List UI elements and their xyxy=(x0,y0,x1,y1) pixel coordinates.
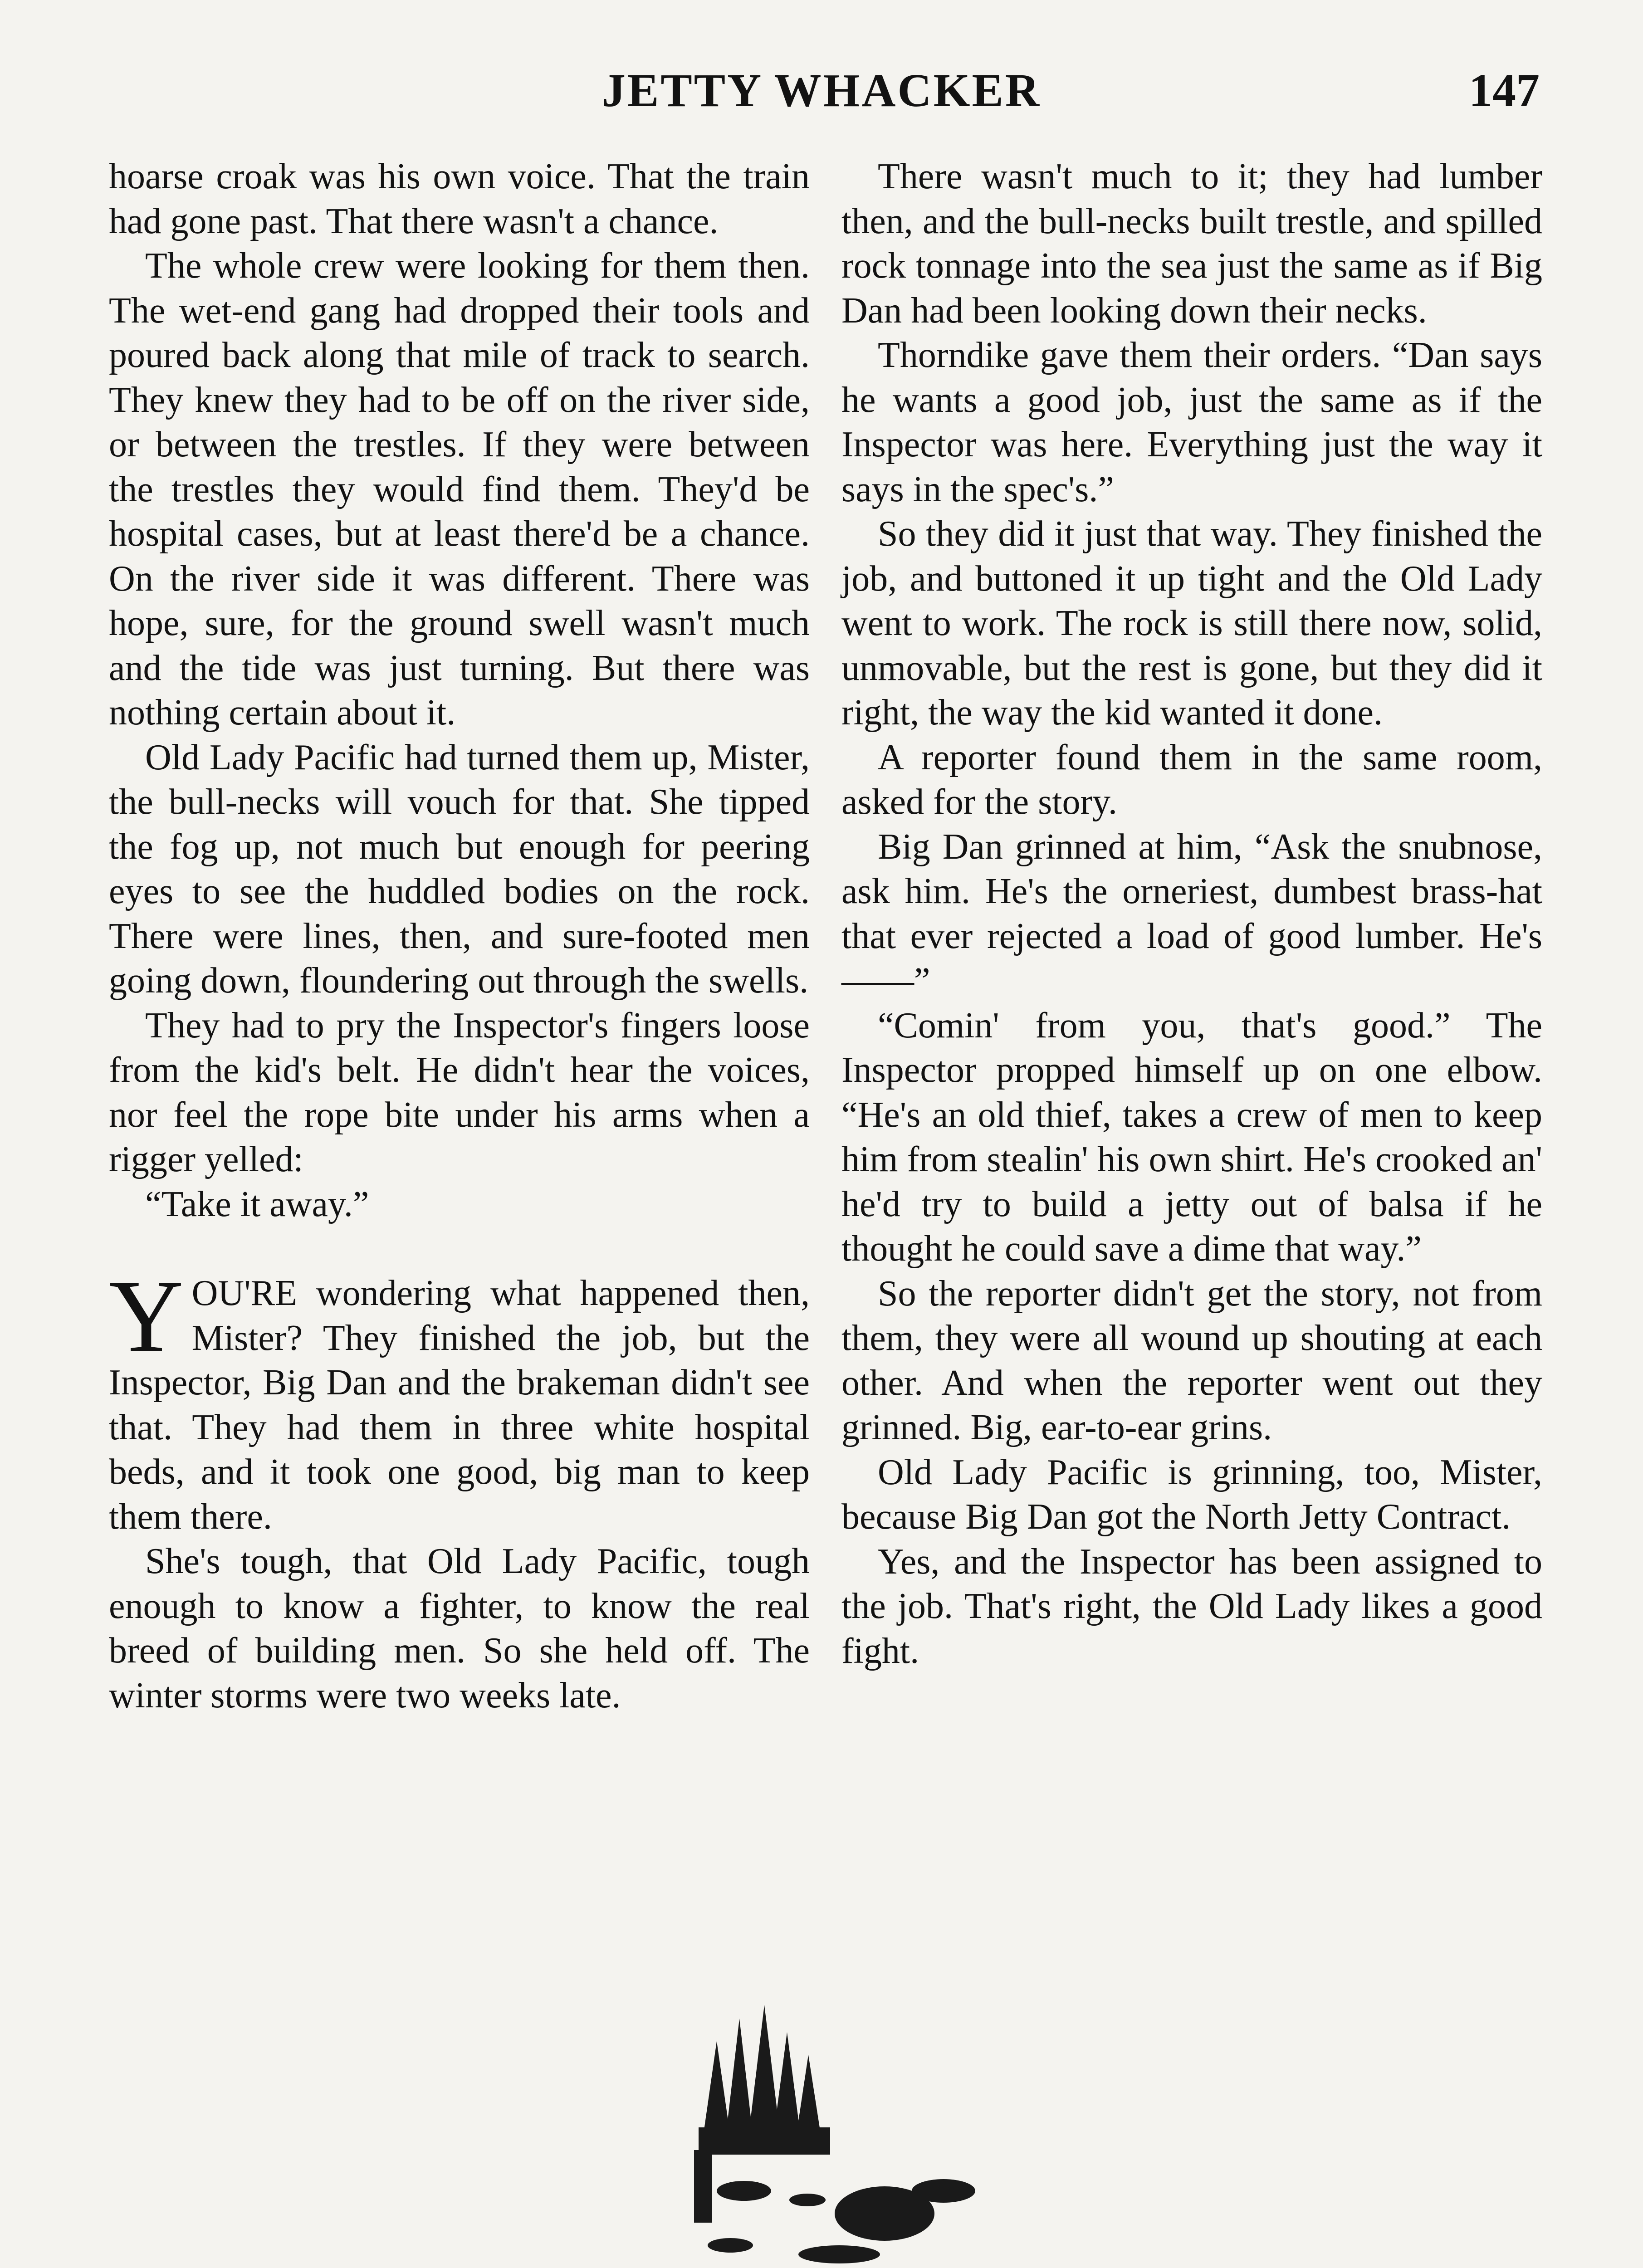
paragraph: Big Dan grinned at him, “Ask the snubnose, ask him. He's the orneriest, dumbest brass-hat that ever rejected a load of good lumber. He's——” xyxy=(841,826,1542,1001)
running-header-title: JETTY WHACKER xyxy=(602,64,1041,117)
left-column xyxy=(109,154,810,1718)
paragraph: “Take it away.” xyxy=(145,1184,369,1224)
section-opening-text: OU'RE wondering what happened then, Mister? They finished the job, but the Inspector, Big Dan and the brakeman didn't see that. They had them in three white hospital beds, and it took one good, big man to keep them there. xyxy=(109,1273,810,1537)
paragraph: The whole crew were looking for them then. The wet-end gang had dropped their tools and poured back along that mile of track to search. They knew they had to be off on the river side, or between the trestles. If they were between the trestles they would find them. They'd be hospital cases, but at least there'd be a chance. On the river side it was different. There was hope, sure, for the ground swell wasn't much and the tide was just turning. But there was nothing certain about it. xyxy=(109,246,810,733)
paragraph: hoarse croak was his own voice. That the train had gone past. That there wasn't a chance. xyxy=(109,156,810,241)
paragraph: Thorndike gave them their orders. “Dan says he wants a good job, just the same as if the Inspector was here. Everything just the way it says in the spec's.” xyxy=(841,335,1542,509)
paragraph: So the reporter didn't get the story, not from them, they were all wound up shouting at each other. And when the reporter went out they grinned. Big, ear-to-ear grins. xyxy=(841,1273,1542,1447)
page-number: 147 xyxy=(1469,64,1540,117)
paragraph: There wasn't much to it; they had lumber then, and the bull-necks built trestle, and spilled rock tonnage into the sea just the same as if Big Dan had been looking down their necks. xyxy=(841,156,1542,331)
right-column xyxy=(841,154,1542,1673)
paragraph: She's tough, that Old Lady Pacific, tough enough to know a fighter, to know the real breed of building men. So she held off. The winter storms were two weeks late. xyxy=(109,1541,810,1716)
paragraph: They had to pry the Inspector's fingers loose from the kid's belt. He didn't hear the voices, nor feel the rope bite under his arms when a rigger yelled: xyxy=(109,1005,810,1179)
paragraph: So they did it just that way. They finished the job, and buttoned it up tight and the Old Lady went to work. The rock is still there now, solid, unmovable, but the rest is gone, but they did it right, the way the kid wanted it done. xyxy=(841,514,1542,733)
drop-cap: Y xyxy=(109,1259,184,1374)
paragraph: A reporter found them in the same room, asked for the story. xyxy=(841,737,1542,822)
paragraph: “Comin' from you, that's good.” The Inspector propped himself up on one elbow. “He's an old thief, takes a crew of men to keep him from stealin' his own shirt. He's crooked an' he'd try to build a jetty out of balsa if he thought he could save a dime that way.” xyxy=(841,1005,1542,1269)
coastal-landscape-vignette xyxy=(689,2000,980,2268)
paragraph: Old Lady Pacific had turned them up, Mister, the bull-necks will vouch for that. She tipped the fog up, not much but enough for peering eyes to see the huddled bodies on the rock. There were lines, then, and sure-footed men going down, floundering out through the swells. xyxy=(109,737,810,1001)
paragraph: Old Lady Pacific is grinning, too, Mister, because Big Dan got the North Jetty Contract. xyxy=(841,1452,1542,1537)
paragraph: Yes, and the Inspector has been assigned to the job. That's right, the Old Lady likes a good fight. xyxy=(841,1541,1542,1671)
section-opening-paragraph xyxy=(109,1259,810,1539)
